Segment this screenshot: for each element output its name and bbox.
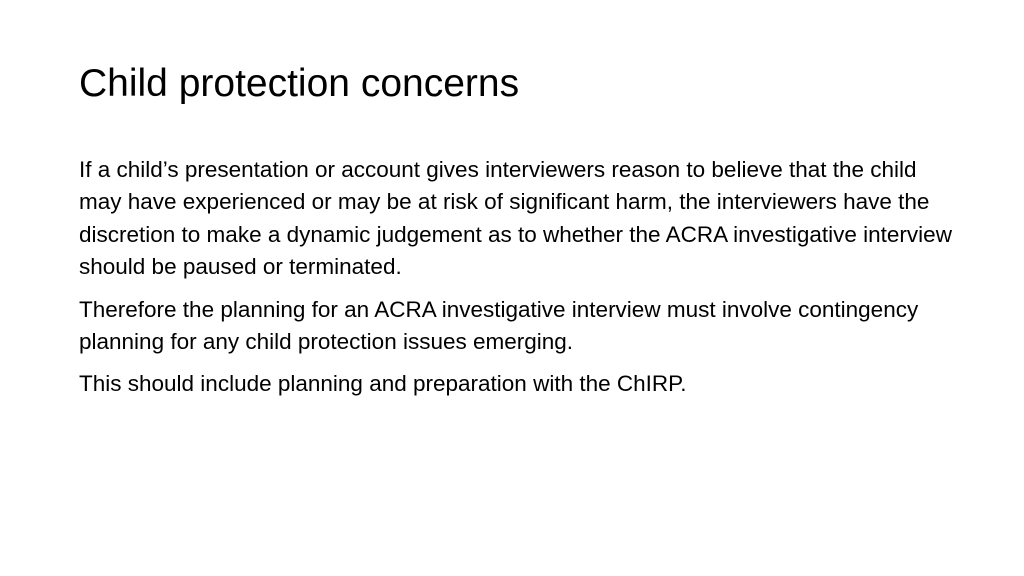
slide-body bbox=[79, 154, 959, 411]
body-paragraph-1: If a child’s presentation or account gives interviewers reason to believe that the child may have experienced or may be at risk of significant harm, the interviewers have the discretion to make a dynamic judgement as to whether the ACRA investigative interview should be paused or terminated. bbox=[79, 157, 952, 280]
body-paragraph-3: This should include planning and preparation with the ChIRP. bbox=[79, 371, 687, 397]
slide-title: Child protection concerns bbox=[79, 62, 520, 105]
body-paragraph-2: Therefore the planning for an ACRA investigative interview must involve contingency planning for any child protection issues emerging. bbox=[79, 296, 919, 355]
